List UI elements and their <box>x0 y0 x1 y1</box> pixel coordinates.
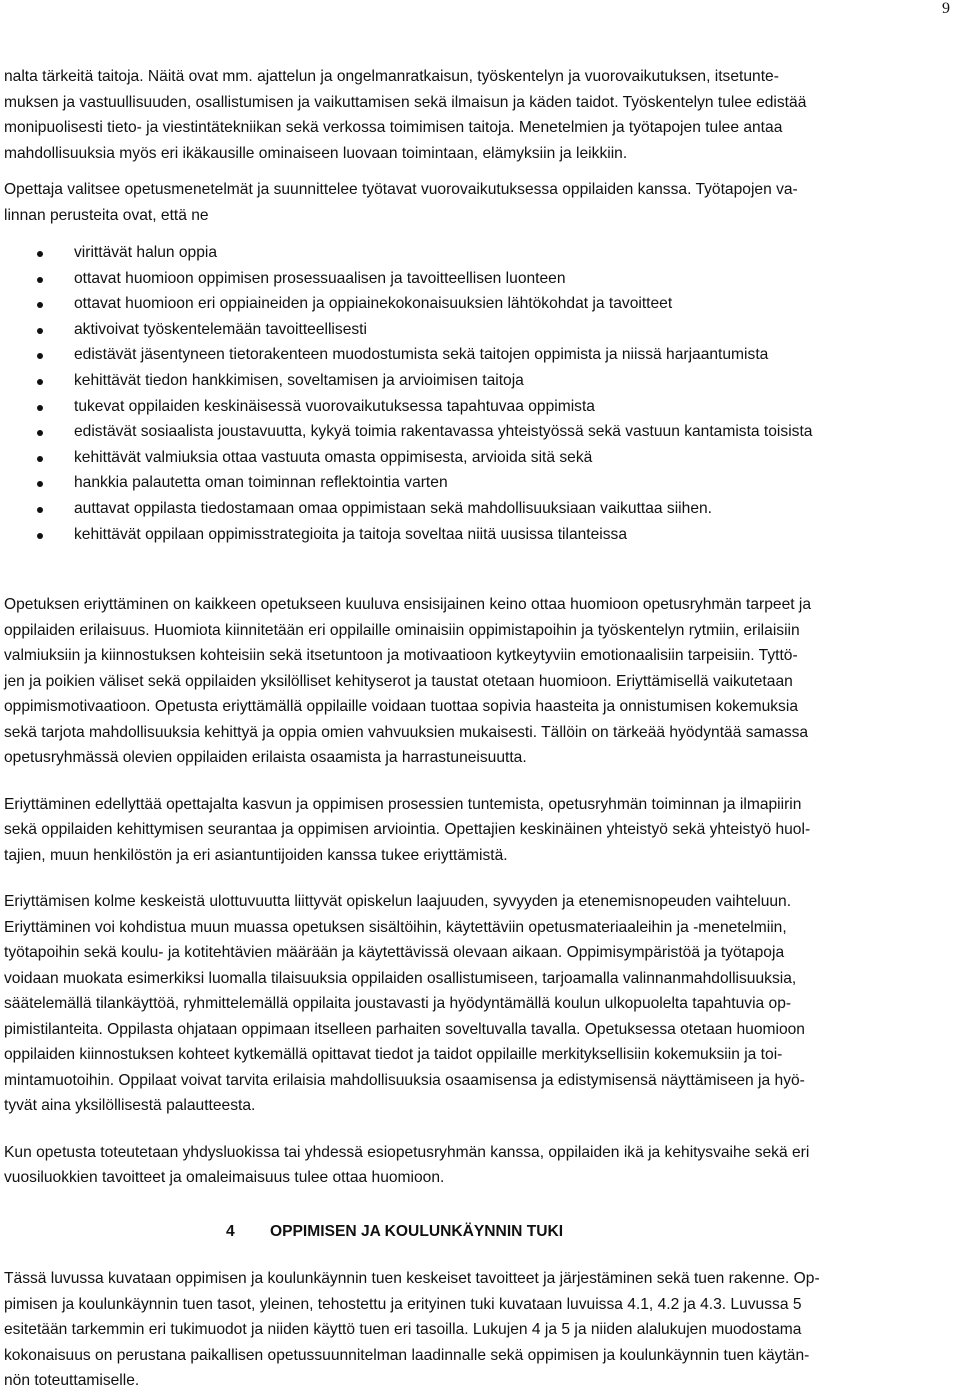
support-paragraph <box>4 1266 956 1394</box>
list-item-text: aktivoivat työskentelemään tavoitteellisesti <box>74 320 367 338</box>
list-item-text: auttavat oppilasta tiedostamaan omaa oppimistaan sekä mahdollisuuksiaan vaikuttaa siihen. <box>74 499 712 517</box>
list-item <box>4 342 956 368</box>
list-item-text: hankkia palautetta oman toiminnan reflektointia varten <box>74 474 448 492</box>
criteria-bullet-list <box>4 240 956 547</box>
list-item <box>4 240 956 266</box>
bullet-icon <box>37 533 43 539</box>
text-line: esitetään tarkemmin eri tukimuodot ja niiden käyttö tuen eri tasoilla. Lukujen 4 ja 5 ja niiden alalukujen muodostama <box>4 1321 802 1339</box>
text-line: tyvät aina yksilöllisestä palautteesta. <box>4 1097 256 1115</box>
methods-paragraph <box>4 177 956 228</box>
text-line: oppilaiden kiinnostuksen kohteet kytkemällä opittavat tiedot ja taidot oppilaille merkityksellisiin kokemuksiin ja toi- <box>4 1046 783 1064</box>
section-title: OPPIMISEN JA KOULUNKÄYNNIN TUKI <box>270 1222 564 1240</box>
text-line: opetusryhmässä olevien oppilaiden erilaista osaamista ja harrastuneisuutta. <box>4 749 527 767</box>
list-item <box>4 394 956 420</box>
text-line: Kun opetusta toteutetaan yhdysluokissa tai yhdessä esiopetusryhmän kanssa, oppilaiden ikä ja kehitysvaihe sekä eri <box>4 1143 810 1161</box>
text-line: työtapoihin sekä koulu- ja kotitehtävien määrään ja käytettävissä olevaan aikaan. Oppimisympäristöä ja työtapoja <box>4 944 785 962</box>
list-item-text: ottavat huomioon oppimisen prosessuaalisen ja tavoitteellisen luonteen <box>74 269 566 287</box>
text-line: Tässä luvussa kuvataan oppimisen ja koulunkäynnin tuen keskeiset tavoitteet ja järjestäminen sekä tuen rakenne. Op- <box>4 1270 820 1288</box>
text-line: pimistilanteita. Oppilasta ohjataan oppimaan itselleen parhaiten soveltuvalla tavalla. Opetuksessa otetaan huomioon <box>4 1020 805 1038</box>
bullet-icon <box>37 379 43 385</box>
text-line: linnan perusteita ovat, että ne <box>4 206 209 224</box>
text-line: tajien, muun henkilöstön ja eri asiantuntijoiden kanssa tukee eriyttämistä. <box>4 846 508 864</box>
text-line: säätelemällä tilankäyttöä, ryhmittelemällä oppilaita joustavasti ja hyödyntämällä koulun ulkopuolelta tapahtuvia op- <box>4 995 792 1013</box>
list-item <box>4 522 956 548</box>
text-line: jen ja poikien väliset sekä oppilaiden yksilölliset kehityserot ja taustat otetaan huomioon. Eriyttämisellä vaikutetaan <box>4 672 793 690</box>
text-line: valmiuksiin ja kiinnostuksen kohteisiin sekä itsetuntoon ja motivaatioon kytkeytyviin emotionaalisiin tarpeisiin. Tyttö- <box>4 647 798 665</box>
page-number: 9 <box>942 0 950 17</box>
text-line: Eriyttäminen edellyttää opettajalta kasvun ja oppimisen prosessien tuntemista, opetusryhmän toiminnan ja ilmapiirin <box>4 795 802 813</box>
differentiation-paragraph-3 <box>4 889 956 1119</box>
text-line: Opetuksen eriyttäminen on kaikkeen opetukseen kuuluva ensisijainen keino ottaa huomioon opetusryhmän tarpeet ja <box>4 596 812 614</box>
list-item-text: tukevat oppilaiden keskinäisessä vuorovaikutuksessa tapahtuvaa oppimista <box>74 397 595 415</box>
bullet-icon <box>37 328 43 334</box>
list-item <box>4 445 956 471</box>
list-item <box>4 291 956 317</box>
differentiation-paragraph-4 <box>4 1140 956 1191</box>
list-item <box>4 419 956 445</box>
intro-paragraph <box>4 64 956 166</box>
bullet-icon <box>37 481 43 487</box>
text-line: nön toteuttamiselle. <box>4 1372 140 1390</box>
bullet-icon <box>37 353 43 359</box>
list-item-text: kehittävät valmiuksia ottaa vastuuta omasta oppimisesta, arvioida sitä sekä <box>74 448 593 466</box>
text-line: voidaan muokata esimerkiksi luomalla tilaisuuksia oppilaiden osallistumiseen, tarjoamalla valinnanmahdollisuuksia, <box>4 969 797 987</box>
text-line: sekä oppilaiden kehittymisen seurantaa ja oppimisen arviointia. Opettajien keskinäinen yhteistyö sekä yhteistyö huol- <box>4 821 811 839</box>
text-line: mahdollisuuksia myös eri ikäkausille ominaiseen luovaan toimintaan, elämyksiin ja leikkiin. <box>4 144 628 162</box>
bullet-icon <box>37 456 43 462</box>
bullet-icon <box>37 430 43 436</box>
document-body <box>4 64 956 1394</box>
text-line: muksen ja vastuullisuuden, osallistumisen ja vaikuttamisen sekä ilmaisun ja käden taidot. Työskentelyn tulee edistää <box>4 93 807 111</box>
bullet-icon <box>37 507 43 513</box>
list-item-text: kehittävät oppilaan oppimisstrategioita ja taitoja soveltaa niitä uusissa tilanteissa <box>74 525 628 543</box>
list-item-text: ottavat huomioon eri oppiaineiden ja oppiainekokonaisuuksien lähtökohdat ja tavoitteet <box>74 295 673 313</box>
text-line: oppilaiden erilaisuus. Huomiota kiinnitetään eri oppilaille ominaisiin oppimistapoihin ja työskentelyn rytmiin, erilaisiin <box>4 621 800 639</box>
list-item <box>4 496 956 522</box>
section-heading <box>4 1219 956 1245</box>
differentiation-paragraph-1 <box>4 592 956 771</box>
list-item-text: virittävät halun oppia <box>74 244 218 261</box>
text-line: oppimismotivaatioon. Opetusta eriyttämällä oppilaille voidaan tuottaa sopivia haasteita ja onnistumisen kokemuksia <box>4 698 798 716</box>
text-line: Opettaja valitsee opetusmenetelmät ja suunnittelee työtavat vuorovaikutuksessa oppilaiden kanssa. Työtapojen va- <box>4 181 798 198</box>
bullet-icon <box>37 251 43 257</box>
differentiation-paragraph-2 <box>4 792 956 869</box>
list-item-text: edistävät sosiaalista joustavuutta, kykyä toimia rakentavassa yhteistyössä sekä vastuun kantamista toisista <box>74 423 813 441</box>
text-line: sekä tarjota mahdollisuuksia kehittyä ja oppia omien vahvuuksien mukaisesti. Tällöin on tärkeää hyödyntää samassa <box>4 723 809 741</box>
text-line: vuosiluokkien tavoitteet ja omaleimaisuus tulee ottaa huomioon. <box>4 1169 445 1187</box>
text-line: mintamuotoihin. Oppilaat voivat tarvita erilaisia mahdollisuuksia osaamisensa ja edistymisensä näyttämiseen ja hyö- <box>4 1071 805 1089</box>
text-line: Eriyttämisen kolme keskeistä ulottuvuutta liittyvät opiskelun laajuuden, syvyyden ja etenemisnopeuden vaihteluun. <box>4 893 792 911</box>
list-item <box>4 317 956 343</box>
text-line: monipuolisesti tieto- ja viestintätekniikan sekä verkossa toimimisen taitoja. Menetelmien ja työtapojen tulee antaa <box>4 119 783 136</box>
section-number: 4 <box>226 1222 235 1240</box>
bullet-icon <box>37 302 43 308</box>
text-line: nalta tärkeitä taitoja. Näitä ovat mm. ajattelun ja ongelmanratkaisun, työskentelyn ja vuorovaikutuksen, itsetunte- <box>4 68 779 85</box>
list-item <box>4 266 956 292</box>
text-line: Eriyttäminen voi kohdistua muun muassa opetuksen sisältöihin, käytettäviin opetusmateriaaleihin ja -menetelmiin, <box>4 918 787 936</box>
list-item <box>4 368 956 394</box>
list-item-text: kehittävät tiedon hankkimisen, soveltamisen ja arvioimisen taitoja <box>74 371 524 389</box>
list-item <box>4 470 956 496</box>
bullet-icon <box>37 405 43 411</box>
bullet-icon <box>37 277 43 283</box>
list-item-text: edistävät jäsentyneen tietorakenteen muodostumista sekä taitojen oppimista ja niissä harjaantumista <box>74 346 769 364</box>
text-line: kokonaisuus on perustana paikallisen opetussuunnitelman laadinnalle sekä oppimisen ja koulunkäynnin tuen käytän- <box>4 1346 810 1364</box>
text-line: pimisen ja koulunkäynnin tuen tasot, yleinen, tehostettu ja erityinen tuki kuvataan luvuissa 4.1, 4.2 ja 4.3. Luvussa 5 <box>4 1295 802 1313</box>
